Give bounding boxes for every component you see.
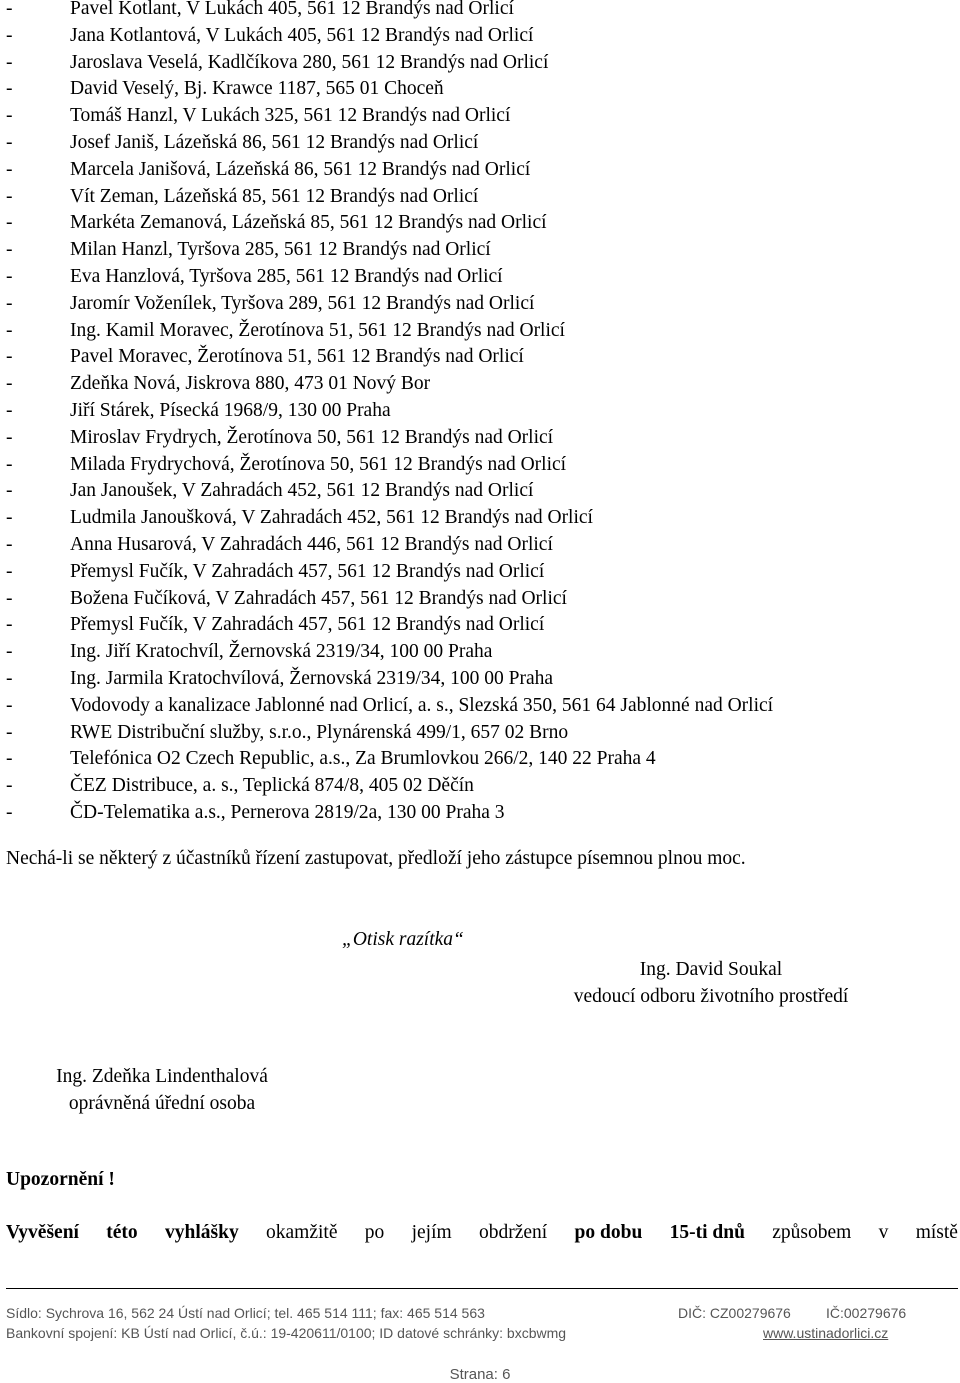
recipient-item (6, 720, 773, 747)
recipient-item (6, 559, 773, 586)
list-dash: - (6, 453, 13, 475)
recipient-item (6, 318, 773, 345)
recipient-text: Jana Kotlantová, V Lukách 405, 561 12 Brandýs nad Orlicí (70, 24, 534, 46)
list-dash: - (6, 105, 13, 127)
list-dash: - (6, 587, 13, 609)
posting-word: způsobem (772, 1222, 852, 1243)
recipient-item (6, 478, 773, 505)
recipient-text: Markéta Zemanová, Lázeňská 85, 561 12 Brandýs nad Orlicí (70, 212, 547, 234)
recipient-text: Ing. Kamil Moravec, Žerotínova 51, 561 12 Brandýs nad Orlicí (70, 319, 565, 341)
recipient-text: Milada Frydrychová, Žerotínova 50, 561 12 Brandýs nad Orlicí (70, 453, 567, 475)
recipient-item (6, 291, 773, 318)
recipient-text: Vít Zeman, Lázeňská 85, 561 12 Brandýs nad Orlicí (70, 185, 479, 207)
recipient-item (6, 773, 773, 800)
signatory-title: oprávněná úřední osoba (68, 1093, 256, 1114)
list-dash: - (6, 801, 13, 823)
list-dash: - (6, 480, 13, 502)
recipient-text: Jaromír Voženílek, Tyršova 289, 561 12 Brandýs nad Orlicí (70, 292, 535, 314)
posting-word: Vyvěšení (6, 1222, 79, 1243)
posting-word: v (878, 1222, 889, 1243)
footer-dic: DIČ: CZ00279676 (678, 1305, 791, 1321)
list-dash: - (6, 560, 13, 582)
recipient-item (6, 586, 773, 613)
posting-word: místě (915, 1222, 958, 1243)
recipient-text: Zdeňka Nová, Jiskrova 880, 473 01 Nový Bor (70, 373, 431, 395)
recipient-item (6, 425, 773, 452)
representation-notice: Nechá-li se některý z účastníků řízení zastupovat, předloží jeho zástupce písemnou plnou moc. (6, 848, 746, 869)
posting-word: obdržení (479, 1222, 548, 1243)
posting-word: 15-ti dnů (669, 1222, 745, 1243)
list-dash: - (6, 51, 13, 73)
signature-block-head (548, 956, 874, 1010)
recipient-text: Josef Janiš, Lázeňská 86, 561 12 Brandýs nad Orlicí (70, 131, 479, 153)
list-dash: - (6, 212, 13, 234)
signatory-name: Ing. David Soukal (639, 959, 783, 980)
recipient-item (6, 371, 773, 398)
posting-word: po (364, 1222, 385, 1243)
recipient-item (6, 264, 773, 291)
recipient-text: Miroslav Frydrych, Žerotínova 50, 561 12 Brandýs nad Orlicí (70, 426, 554, 448)
recipient-text: Ludmila Janoušková, V Zahradách 452, 561 12 Brandýs nad Orlicí (70, 507, 593, 529)
list-dash: - (6, 131, 13, 153)
recipient-text: Pavel Kotlant, V Lukách 405, 561 12 Brandýs nad Orlicí (70, 0, 514, 19)
recipient-text: Milan Hanzl, Tyršova 285, 561 12 Brandýs nad Orlicí (70, 239, 491, 261)
recipient-text: ČD-Telematika a.s., Pernerova 2819/2a, 130 00 Praha 3 (70, 801, 505, 823)
recipient-text: Přemysl Fučík, V Zahradách 457, 561 12 Brandýs nad Orlicí (70, 560, 545, 582)
recipient-text: Ing. Jarmila Kratochvílová, Žernovská 2319/34, 100 00 Praha (70, 667, 554, 689)
recipient-item (6, 800, 773, 827)
list-dash: - (6, 614, 13, 636)
posting-word: této (106, 1222, 138, 1243)
recipient-text: Ing. Jiří Kratochvíl, Žernovská 2319/34, 100 00 Praha (70, 641, 493, 663)
recipient-item (6, 532, 773, 559)
posting-word: vyhlášky (165, 1222, 239, 1243)
footer-address: Sídlo: Sychrova 16, 562 24 Ústí nad Orlicí; tel. 465 514 111; fax: 465 514 563 (6, 1305, 485, 1321)
recipient-item (6, 237, 773, 264)
recipient-text: Vodovody a kanalizace Jablonné nad Orlicí, a. s., Slezská 350, 561 64 Jablonné nad Orlicí (70, 694, 774, 716)
list-dash: - (6, 265, 13, 287)
recipient-text: Telefónica O2 Czech Republic, a.s., Za Brumlovkou 266/2, 140 22 Praha 4 (70, 748, 656, 770)
footer-divider (6, 1288, 958, 1289)
recipient-item (6, 103, 773, 130)
recipient-item (6, 23, 773, 50)
recipient-item (6, 639, 773, 666)
recipient-item (6, 130, 773, 157)
page-number: Strana: 6 (449, 1366, 511, 1383)
recipient-item (6, 210, 773, 237)
recipient-text: Jan Janoušek, V Zahradách 452, 561 12 Brandýs nad Orlicí (70, 480, 534, 502)
list-dash: - (6, 24, 13, 46)
signatory-name: Ing. Zdeňka Lindenthalová (56, 1066, 268, 1087)
footer-ic: IČ:00279676 (826, 1305, 907, 1321)
posting-word: jejím (411, 1222, 452, 1243)
list-dash: - (6, 667, 13, 689)
recipient-item (6, 398, 773, 425)
recipient-text: Jaroslava Veselá, Kadlčíkova 280, 561 12 Brandýs nad Orlicí (70, 51, 549, 73)
recipient-item (6, 50, 773, 77)
list-dash: - (6, 641, 13, 663)
warning-heading: Upozornění ! (6, 1169, 115, 1190)
recipient-text: Přemysl Fučík, V Zahradách 457, 561 12 Brandýs nad Orlicí (70, 614, 545, 636)
recipient-item (6, 612, 773, 639)
recipient-text: ČEZ Distribuce, a. s., Teplická 874/8, 405 02 Děčín (70, 775, 474, 797)
recipient-list (6, 0, 773, 827)
recipient-item (6, 184, 773, 211)
posting-word: okamžitě (266, 1222, 338, 1243)
posting-instruction (6, 1222, 958, 1244)
recipient-item (6, 666, 773, 693)
recipient-item (6, 746, 773, 773)
footer-website-link[interactable]: www.ustinadorlici.cz (763, 1325, 889, 1341)
list-dash: - (6, 319, 13, 341)
list-dash: - (6, 185, 13, 207)
list-dash: - (6, 158, 13, 180)
recipient-text: Tomáš Hanzl, V Lukách 325, 561 12 Brandýs nad Orlicí (70, 105, 511, 127)
list-dash: - (6, 0, 13, 19)
list-dash: - (6, 721, 13, 743)
recipient-item (6, 452, 773, 479)
recipient-item (6, 505, 773, 532)
list-dash: - (6, 533, 13, 555)
list-dash: - (6, 292, 13, 314)
posting-word: po dobu (574, 1222, 643, 1243)
recipient-item (6, 76, 773, 103)
list-dash: - (6, 775, 13, 797)
recipient-text: RWE Distribuční služby, s.r.o., Plynárenská 499/1, 657 02 Brno (70, 721, 569, 743)
recipient-text: Božena Fučíková, V Zahradách 457, 561 12 Brandýs nad Orlicí (70, 587, 567, 609)
list-dash: - (6, 373, 13, 395)
recipient-item (6, 0, 773, 23)
recipient-item (6, 344, 773, 371)
signature-block-official (30, 1063, 294, 1117)
list-dash: - (6, 748, 13, 770)
page-footer (6, 1303, 958, 1343)
signatory-title: vedoucí odboru životního prostředí (573, 986, 849, 1007)
list-dash: - (6, 239, 13, 261)
recipient-text: Pavel Moravec, Žerotínova 51, 561 12 Brandýs nad Orlicí (70, 346, 524, 368)
recipient-item (6, 157, 773, 184)
recipient-text: Marcela Janišová, Lázeňská 86, 561 12 Brandýs nad Orlicí (70, 158, 531, 180)
recipient-text: Anna Husarová, V Zahradách 446, 561 12 Brandýs nad Orlicí (70, 533, 553, 555)
recipient-item (6, 693, 773, 720)
footer-bank: Bankovní spojení: KB Ústí nad Orlicí, č.ú.: 19-420611/0100; ID datové schránky: bxcbwmg (6, 1325, 567, 1341)
list-dash: - (6, 78, 13, 100)
list-dash: - (6, 507, 13, 529)
recipient-text: Jiří Stárek, Písecká 1968/9, 130 00 Praha (70, 399, 391, 421)
recipient-text: David Veselý, Bj. Krawce 1187, 565 01 Choceň (70, 78, 444, 100)
list-dash: - (6, 399, 13, 421)
list-dash: - (6, 346, 13, 368)
list-dash: - (6, 426, 13, 448)
recipient-text: Eva Hanzlová, Tyršova 285, 561 12 Brandýs nad Orlicí (70, 265, 503, 287)
list-dash: - (6, 694, 13, 716)
stamp-placeholder: „Otisk razítka“ (342, 929, 464, 950)
